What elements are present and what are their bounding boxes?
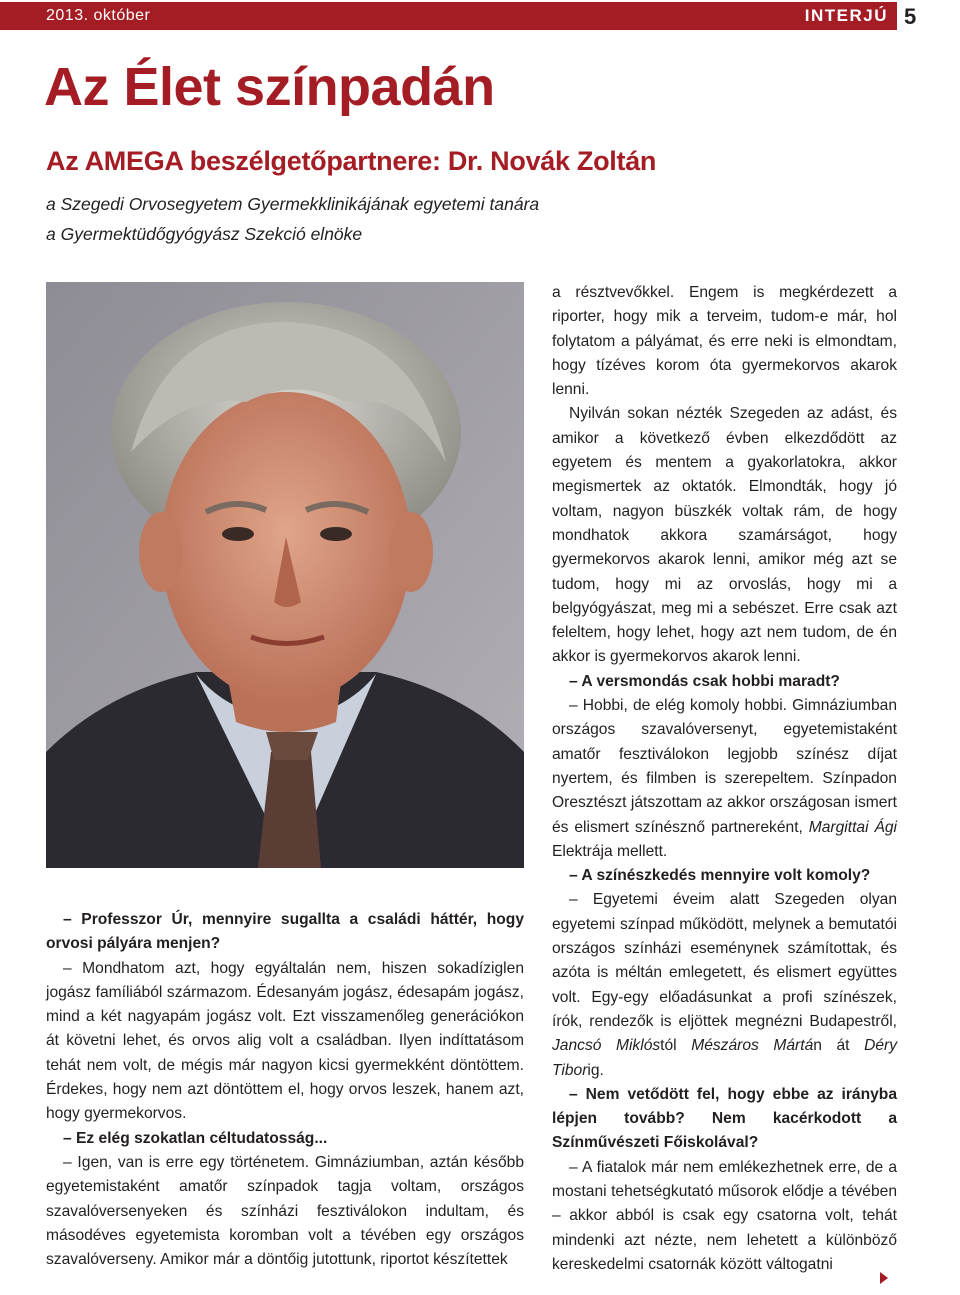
- right-text-column: [552, 281, 897, 1277]
- answer-3-name: Margittai Ági: [808, 818, 897, 836]
- question-5: – Nem vetődött fel, hogy ebbe az irányba lépjen tovább? Nem kacérkodott a Színművészeti Főiskolával?: [552, 1085, 897, 1152]
- affiliation-line-1: a Szegedi Orvosegyetem Gyermekklinikájának egyetemi tanára: [46, 194, 540, 214]
- portrait-photo: [46, 282, 524, 868]
- answer-4-text: – Egyetemi éveim alatt Szegeden olyan egyetemi színpad működött, melynek a bemutatói országos színházi eseménynek számítottak, és azóta is méltán emlegetett, és elismert együttes volt. Egy-egy előadásunkat a profi színészek, írók, rendezők is eljöttek megnézni Budapestről,: [552, 891, 897, 1030]
- answer-2: – Igen, van is erre egy történetem. Gimnáziumban, aztán később egyetemistaként amatőr színpadok tagja voltam, országos szavalóversenyeken és színházi fesztiválokon indultam, és másodéves egyetemista koromban volt a tévében egy országos szavalóverseny. Amikor már a döntőig jutottunk, riportot készítettek: [46, 1153, 524, 1269]
- answer-5: – A fiatalok már nem emlékezhetnek erre, de a mostani tehetségkutató műsorok elődje a tévében – akkor abból is csak egy csatorna volt, tehát mindenki azt nézte, nem lehetett a különböző kereskedelmi csatornák között váltogatni: [552, 1158, 897, 1273]
- left-text-column: [46, 908, 524, 1272]
- question-3: – A versmondás csak hobbi maradt?: [569, 672, 840, 690]
- paragraph-continued: a résztvevőkkel. Engem is megkérdezett a riporter, hogy mik a terveim, tudom-e már, hol folytatom a pályámat, és erre neki is elmondtam, hogy tízéves korom óta gyermekorvos akarok lenni.: [552, 284, 897, 399]
- answer-4: [552, 888, 897, 1082]
- answer-3-end: Elektrája mellett.: [552, 842, 668, 860]
- issue-date: 2013. október: [46, 7, 151, 24]
- answer-1: – Mondhatom azt, hogy egyáltalán nem, hiszen sokadíziglen jogász famíliából származom. Édesanyám jogász, édesapám jogász, mind a két nagyapám jogász volt. Ezt visszamenőleg generációkon át követni lehet, és orvos alig volt a családban. Ilyen indíttatásom tehát nem volt, de mégis már nagyon kicsi gyermekként döntöttem. Érdekes, hogy nem azt döntöttem el, hogy orvos leszek, hanem azt, hogy gyermekorvos.: [46, 959, 524, 1123]
- paragraph-2: Nyilván sokan nézték Szegeden az adást, és amikor a következő évben elkezdődött az egyetem és mentem a gyakorlatokra, akkor megismertek az oktatók. Elmondták, hogy jó voltam, nagyon büszkék voltak rám, de hogy mondhatok akkora szamárságot, hogy gyermekorvos akarok lenni, amikor még azt se tudom, hogy mi az orvoslás, hogy mi a belgyógyászat, meg mi a sebészet. Erre csak azt feleltem, hogy lehet, hogy azt nem tudom, de én akkor is gyermekorvos akarok lenni.: [552, 405, 897, 666]
- affiliation-line-2: a Gyermektüdőgyógyász Szekció elnöke: [46, 224, 363, 244]
- answer-3: [552, 694, 897, 864]
- answer-4-name-2: Mészáros Mártá: [691, 1037, 814, 1055]
- answer-4-name-3: Déry Tibor: [552, 1037, 897, 1079]
- answer-3-text: – Hobbi, de elég komoly hobbi. Gimnáziumban országos szavalóversenyt, egyetemistaként amatőr fesztiválokon legjobb színész díjat nyertem, és filmben is szerepeltem. Színpadon Oresztészt játszottam az akkor országosan ismert és elismert színésznő partnereként,: [552, 697, 897, 836]
- page-header: [0, 0, 960, 32]
- article-subtitle: Az AMEGA beszélgetőpartnere: Dr. Novák Zoltán: [46, 146, 657, 176]
- continue-arrow-icon: [880, 1272, 888, 1284]
- question-1: – Professzor Úr, mennyire sugallta a családi háttér, hogy orvosi pályára menjen?: [46, 911, 524, 953]
- question-2: – Ez elég szokatlan céltudatosság...: [63, 1129, 328, 1147]
- page-number: 5: [904, 4, 917, 29]
- section-label: INTERJÚ: [804, 6, 888, 25]
- answer-4-end: ig.: [587, 1061, 604, 1079]
- answer-4-name-1: Jancsó Miklós: [552, 1037, 661, 1055]
- answer-4-mid: tól: [660, 1037, 692, 1055]
- answer-4-mid-2: n át: [813, 1037, 865, 1055]
- article-title: Az Élet színpadán: [44, 57, 495, 117]
- question-4: – A színészkedés mennyire volt komoly?: [569, 867, 871, 885]
